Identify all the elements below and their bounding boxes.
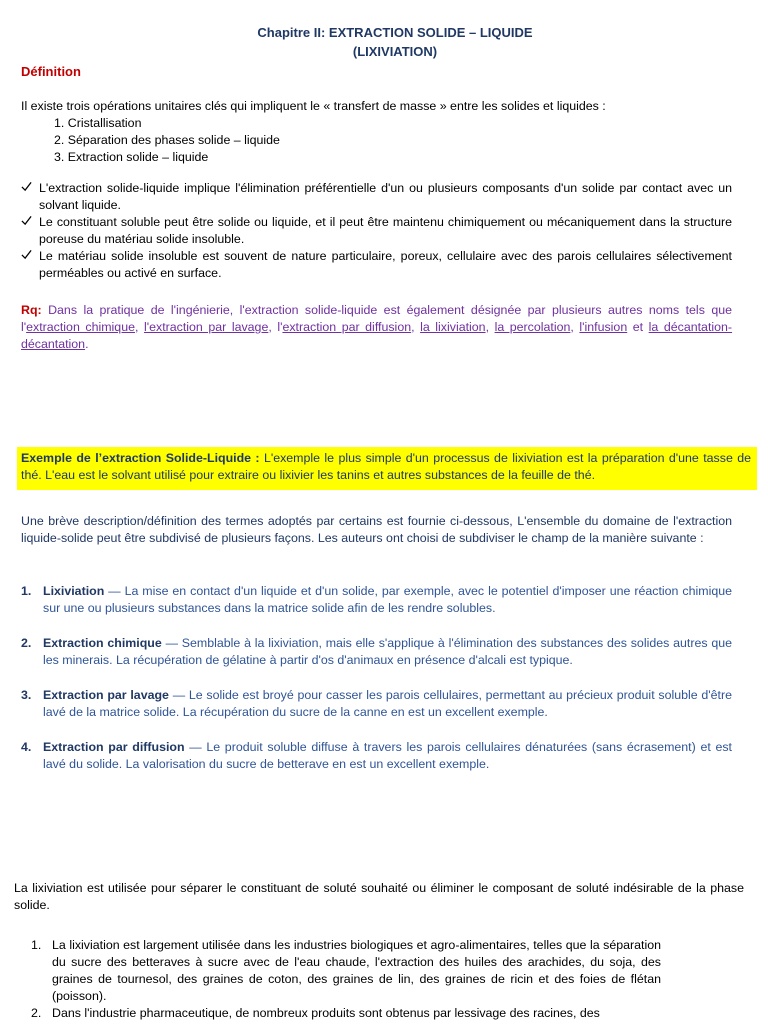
check-text: Le matériau solide insoluble est souvent de nature particulaire, poreux, cellulaire avec des parois cellulaires sélectivement perméables ou activé en surface. [39,249,732,280]
definition-intro: Il existe trois opérations unitaires clés qui impliquent le « transfert de masse » entre les solides et liquides : [21,99,606,113]
link-decantation[interactable]: la décantation-décantation [21,320,733,351]
definition-checklist [21,180,732,282]
list-item: 3. Extraction solide – liquide [54,150,209,164]
chapter-subtitle: (LIXIVIATION) [352,44,438,59]
lixiviation-use-paragraph: La lixiviation est utilisée pour séparer le constituant de soluté souhaité ou éliminer le composant de soluté indésirable de la phase solide. [14,881,744,912]
checkmark-icon [21,180,35,197]
list-item [21,180,732,214]
list-item: 3. Extraction par lavage — Le solide est broyé pour casser les parois cellulaires, permettant au précieux produit soluble d'être lavé de la matrice solide. La récupération du sucre de la canne en est un excellent exemple. [21,688,732,719]
list-item: 2. Dans l'industrie pharmaceutique, de nombreux produits sont obtenus par lessivage des racines, des [31,1006,600,1020]
check-text: L'extraction solide-liquide implique l'élimination préférentielle d'un ou plusieurs composants d'un solide par contact avec un solvant liquide. [39,181,732,212]
brief-description: Une brève description/définition des termes adoptés par certains est fournie ci-dessous, L'ensemble du domaine de l'extraction liquide-solide peut être subdivisé de plusieurs façons. Les auteurs ont choisi de subdiviser le champ de la manière suivante : [21,514,732,545]
remark-label: Rq: [21,303,42,317]
link-extraction-par-diffusion[interactable]: extraction par diffusion [282,320,412,334]
list-item [21,248,732,282]
definition-heading: Définition [21,64,81,79]
list-item: 2. Extraction chimique — Semblable à la lixiviation, mais elle s'applique à l'élimination des substances des solides autres que les minerais. La récupération de gélatine à partir d'os d'animaux en présence d'alcali est typique. [21,636,732,667]
uses-list [31,937,661,1022]
unit-operations-list [54,115,280,166]
list-item: 1. La lixiviation est largement utilisée dans les industries biologiques et agro-alimentaires, telles que la séparation du sucre des betteraves à sucre avec de l'eau chaude, l'extraction des huiles des arachides, du soja, des graines de tournesol, des graines de coton, des graines de lin, des graines de ricin et des foies de flétan (poisson). [31,938,661,1003]
link-extraction-chimique[interactable]: extraction chimique [26,320,135,334]
remark-paragraph: Rq: Dans la pratique de l'ingénierie, l'extraction solide-liquide est également désignée par plusieurs autres noms tels que l'extraction chimique, l'extraction par lavage, l'extraction par diffusion, la lixiviation, la percolation, l'infusion et la décantation-décantation. [21,303,733,351]
term-title: Extraction chimique [43,636,162,650]
checkmark-icon [21,214,35,231]
checkmark-icon [21,248,35,265]
link-infusion[interactable]: l'infusion [579,320,628,334]
link-lixiviation[interactable]: la lixiviation [420,320,486,334]
list-item: 1. Lixiviation — La mise en contact d'un liquide et d'un solide, par exemple, avec le potentiel d'imposer une réaction chimique sur une ou plusieurs substances dans la matrice solide afin de les rendre solubles. [21,584,732,615]
example-label: Exemple de l’extraction Solide-Liquide : [21,451,260,465]
list-item: 2. Séparation des phases solide – liquide [54,133,280,147]
chapter-title: Chapitre II: EXTRACTION SOLIDE – LIQUIDE [257,25,533,40]
check-text: Le constituant soluble peut être solide ou liquide, et il peut être maintenu chimiquement ou mécaniquement dans la structure poreuse du matériau solide insoluble. [39,215,732,246]
example-paragraph: Exemple de l’extraction Solide-Liquide : L'exemple le plus simple d'un processus de lixiviation est la préparation d'une tasse de thé. L'eau est le solvant utilisé pour extraire ou lixivier les tanins et autres substances de la feuille de thé. [21,451,751,482]
list-item: 4. Extraction par diffusion — Le produit soluble diffuse à travers les parois cellulaires dénaturées (sans écrasement) et est lavé du solide. La valorisation du sucre de betterave en est un excellent exemple. [21,740,732,771]
term-title: Extraction par diffusion [43,740,185,754]
terms-list [21,583,732,773]
term-title: Extraction par lavage [43,688,169,702]
term-title: Lixiviation [43,584,105,598]
link-extraction-par-lavage[interactable]: l'extraction par lavage [143,320,269,334]
link-percolation[interactable]: la percolation [494,320,571,334]
list-item: 1. Cristallisation [54,116,142,130]
list-item [21,214,732,248]
